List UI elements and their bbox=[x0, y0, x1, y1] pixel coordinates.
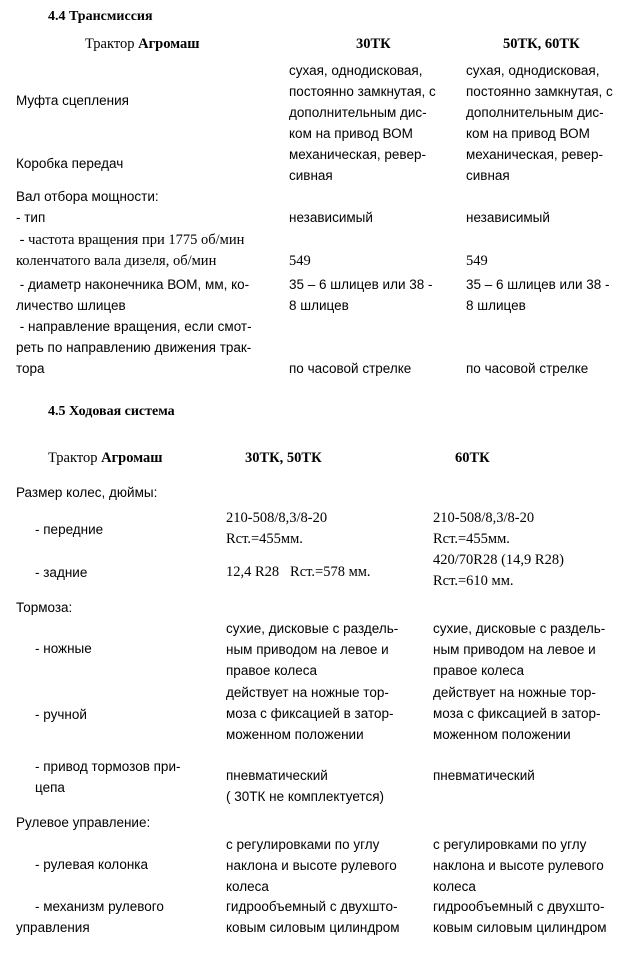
clutch-label: Муфта сцепления bbox=[16, 93, 129, 108]
text-line: 8 шлицев bbox=[289, 298, 349, 313]
gearbox-value-col2 bbox=[466, 144, 603, 186]
text-line: - привод тормозов при- bbox=[35, 759, 181, 774]
hand-brake-col2 bbox=[433, 682, 601, 745]
text-line: - механизм рулевого bbox=[35, 899, 164, 914]
column-header-60tk: 60ТК bbox=[455, 450, 490, 466]
front-wheels-label: - передние bbox=[35, 522, 104, 537]
column-header-50tk-60tk: 50ТК, 60ТК bbox=[503, 36, 580, 52]
pto-label: Вал отбора мощности: bbox=[16, 189, 159, 204]
text-line: 35 – 6 шлицев или 38 - bbox=[289, 277, 433, 292]
text-line: сухая, однодисковая, bbox=[289, 63, 423, 78]
text-line: 8 шлицев bbox=[466, 298, 526, 313]
text-line: ным приводом на левое и bbox=[433, 642, 596, 657]
pto-type-col2: независимый bbox=[466, 210, 550, 225]
pto-type-label: - тип bbox=[16, 210, 46, 225]
tractor-brand: Агромаш bbox=[101, 450, 163, 466]
tractor-brand: Агромаш bbox=[138, 36, 200, 52]
text-line: моза с фиксацией в затор- bbox=[433, 706, 601, 721]
foot-brakes-col1 bbox=[226, 618, 398, 681]
text-line: 210-508/8,3/8-20 bbox=[433, 510, 535, 526]
text-line: ( 30ТК не комплектуется) bbox=[226, 789, 385, 804]
text-line: ковым силовым цилиндром bbox=[433, 920, 607, 935]
text-line: ком на привод ВОМ bbox=[289, 126, 413, 141]
gearbox-label: Коробка передач bbox=[16, 156, 124, 171]
text-line: действует на ножные тор- bbox=[226, 685, 389, 700]
text-line: постоянно замкнутая, с bbox=[289, 84, 436, 99]
pto-diameter-col2 bbox=[466, 274, 610, 316]
foot-brakes-col2 bbox=[433, 618, 605, 681]
clutch-value-col2 bbox=[466, 60, 613, 144]
steering-mechanism-col1 bbox=[226, 896, 400, 938]
steering-column-col2 bbox=[433, 834, 604, 897]
tractor-header-transmission bbox=[85, 34, 200, 55]
text-line: механическая, ревер- bbox=[289, 147, 426, 162]
text-line: сивная bbox=[466, 168, 510, 183]
text-line: ком на привод ВОМ bbox=[466, 126, 590, 141]
front-wheels-col2 bbox=[433, 508, 534, 550]
rear-wheels-col1: 12,4 R28 Rст.=578 мм. bbox=[226, 564, 371, 580]
text-line: сивная bbox=[289, 168, 333, 183]
section-heading-transmission: 4.4 Трансмиссия bbox=[48, 9, 153, 24]
text-line: гидрообъемный с двухшто- bbox=[226, 899, 398, 914]
text-line: ным приводом на левое и bbox=[226, 642, 389, 657]
section-heading-running-gear: 4.5 Ходовая система bbox=[48, 404, 175, 419]
text-line: колеса bbox=[433, 879, 476, 894]
text-line: дополнительным дис- bbox=[289, 105, 427, 120]
text-line: действует на ножные тор- bbox=[433, 685, 596, 700]
text-line: пневматический bbox=[226, 768, 328, 783]
pto-diameter-col1 bbox=[289, 274, 433, 316]
clutch-value-col1 bbox=[289, 60, 436, 144]
front-wheels-col1 bbox=[226, 508, 327, 550]
text-line: колеса bbox=[226, 879, 269, 894]
steering-column-label: - рулевая колонка bbox=[35, 857, 149, 872]
steering-label: Рулевое управление: bbox=[16, 815, 151, 830]
text-line: с регулировками по углу bbox=[433, 837, 587, 852]
text-line: сухие, дисковые с раздель- bbox=[433, 621, 606, 636]
text-line: сухая, однодисковая, bbox=[466, 63, 600, 78]
pto-type-col1: независимый bbox=[289, 210, 373, 225]
trailer-brake-label bbox=[35, 756, 180, 798]
trailer-brake-col1 bbox=[226, 765, 384, 807]
text-line: правое колеса bbox=[226, 663, 318, 678]
tractor-prefix: Трактор bbox=[48, 450, 102, 466]
text-line: 420/70R28 (14,9 R28) bbox=[433, 552, 564, 568]
text-line: дополнительным дис- bbox=[466, 105, 604, 120]
rear-wheels-label: - задние bbox=[35, 565, 88, 580]
text-line: моза с фиксацией в затор- bbox=[226, 706, 394, 721]
text-line: гидрообъемный с двухшто- bbox=[433, 899, 605, 914]
text-line: цепа bbox=[35, 780, 65, 795]
text-line: постоянно замкнутая, с bbox=[466, 84, 613, 99]
text-line: Rст.=455мм. bbox=[433, 531, 510, 547]
steering-mechanism-col2 bbox=[433, 896, 607, 938]
text-line: 210-508/8,3/8-20 bbox=[226, 510, 328, 526]
gearbox-value-col1 bbox=[289, 144, 426, 186]
text-line: сухие, дисковые с раздель- bbox=[226, 621, 399, 636]
text-line: 35 – 6 шлицев или 38 - bbox=[466, 277, 610, 292]
pto-direction-label bbox=[16, 316, 252, 379]
text-line: моженном положении bbox=[433, 727, 571, 742]
hand-brake-label: - ручной bbox=[35, 707, 87, 722]
brakes-label: Тормоза: bbox=[16, 600, 73, 615]
text-line: моженном положении bbox=[226, 727, 364, 742]
trailer-brake-col2: пневматический bbox=[433, 768, 535, 783]
text-line: - диаметр наконечника ВОМ, мм, ко- bbox=[16, 277, 250, 292]
text-line: наклона и высоте рулевого bbox=[433, 858, 604, 873]
pto-direction-col1: по часовой стрелке bbox=[289, 361, 412, 376]
pto-diameter-label bbox=[16, 274, 249, 316]
text-line: ковым силовым цилиндром bbox=[226, 920, 400, 935]
steering-column-col1 bbox=[226, 834, 397, 897]
text-line: управления bbox=[16, 920, 90, 935]
foot-brakes-label: - ножные bbox=[35, 641, 92, 656]
column-header-30tk: 30ТК bbox=[356, 36, 391, 52]
text-line: - направление вращения, если смот- bbox=[16, 319, 252, 334]
text-line: с регулировками по углу bbox=[226, 837, 380, 852]
pto-speed-label bbox=[16, 230, 244, 272]
pto-speed-col1: 549 bbox=[289, 253, 311, 269]
text-line: механическая, ревер- bbox=[466, 147, 603, 162]
text-line: коленчатого вала дизеля, об/мин bbox=[16, 253, 217, 269]
rear-wheels-col2 bbox=[433, 550, 564, 592]
pto-speed-col2: 549 bbox=[466, 253, 488, 269]
text-line: Rст.=610 мм. bbox=[433, 573, 514, 589]
text-line: - частота вращения при 1775 об/мин bbox=[16, 232, 245, 248]
text-line: Rст.=455мм. bbox=[226, 531, 303, 547]
tractor-prefix: Трактор bbox=[85, 36, 139, 52]
text-line: наклона и высоте рулевого bbox=[226, 858, 397, 873]
tractor-header-running-gear bbox=[48, 448, 163, 469]
text-line: реть по направлению движения трак- bbox=[16, 340, 252, 355]
pto-direction-col2: по часовой стрелке bbox=[466, 361, 589, 376]
text-line: личество шлицев bbox=[16, 298, 126, 313]
hand-brake-col1 bbox=[226, 682, 394, 745]
text-line: правое колеса bbox=[433, 663, 525, 678]
column-header-30tk-50tk: 30ТК, 50ТК bbox=[245, 450, 322, 466]
text-line: тора bbox=[16, 361, 45, 376]
wheel-size-label: Размер колес, дюймы: bbox=[16, 485, 158, 500]
steering-mechanism-label bbox=[16, 896, 164, 938]
